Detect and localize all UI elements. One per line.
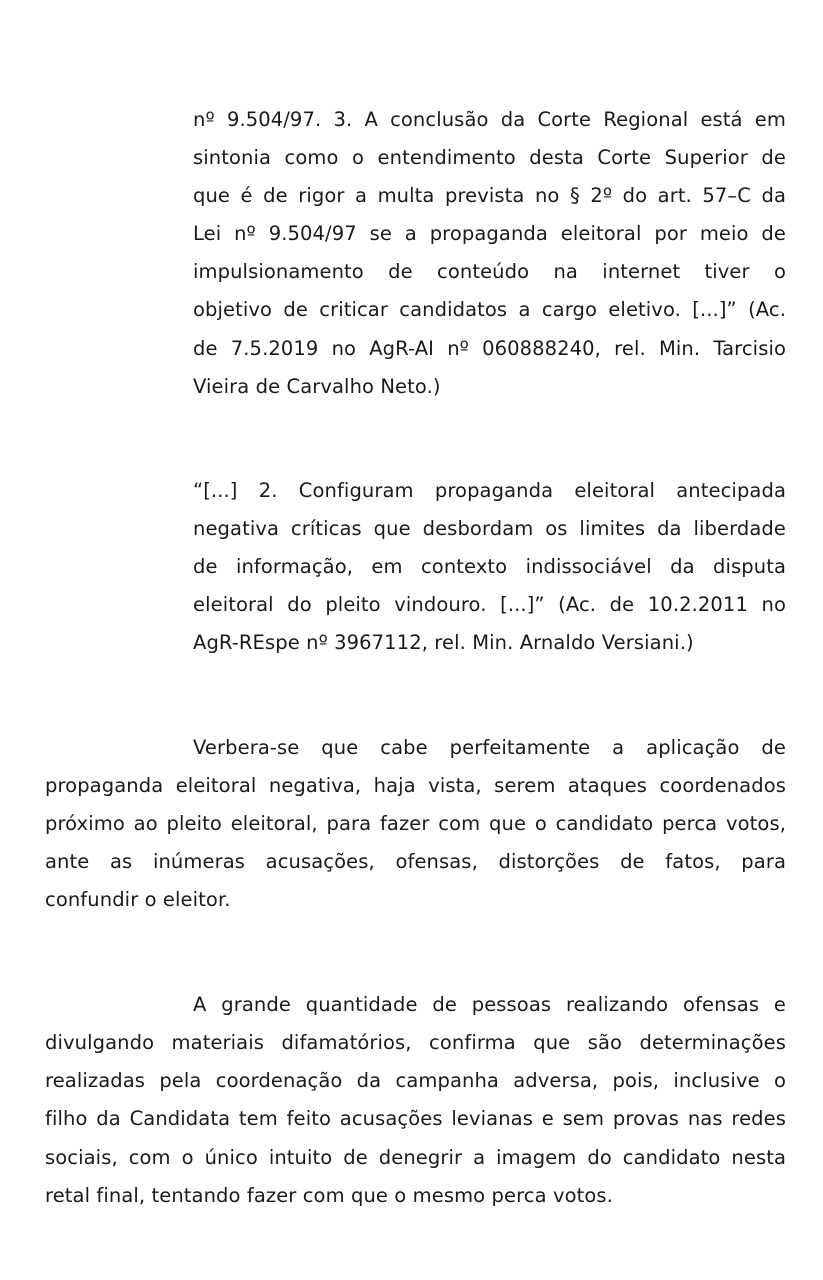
quote2-line-1: “[...] 2. Configuram propaganda eleitoral antecipada	[193, 479, 786, 502]
paragraph2-line-3: realizadas pela coordenação da campanha adversa, pois, inclusive o	[45, 1069, 786, 1092]
paragraph2-line-2: divulgando materiais difamatórios, confirma que são determinações	[45, 1031, 786, 1054]
paragraph2-line-5: sociais, com o único intuito de denegrir a imagem do candidato nesta	[45, 1146, 786, 1169]
quote2-line-5: AgR-REspe nº 3967112, rel. Min. Arnaldo Versiani.)	[193, 631, 694, 654]
quote2-line-2: negativa críticas que desbordam os limites da liberdade	[193, 517, 786, 540]
quote2-line-4: eleitoral do pleito vindouro. [...]” (Ac. de 10.2.2011 no	[193, 593, 786, 616]
paragraph2-line-6: retal final, tentando fazer com que o mesmo perca votos.	[45, 1184, 613, 1207]
quote1-line-7: de 7.5.2019 no AgR-AI nº 060888240, rel. Min. Tarcisio	[193, 337, 786, 360]
quote1-line-3: que é de rigor a multa prevista no § 2º do art. 57–C da	[193, 184, 786, 207]
paragraph1-line-1: Verbera-se que cabe perfeitamente a aplicação de	[193, 736, 786, 759]
quote1-line-2: sintonia como o entendimento desta Corte Superior de	[193, 146, 786, 169]
quote1-line-1: nº 9.504/97. 3. A conclusão da Corte Regional está em	[193, 108, 786, 131]
quote1-line-4: Lei nº 9.504/97 se a propaganda eleitoral por meio de	[193, 222, 786, 245]
quote1-line-8: Vieira de Carvalho Neto.)	[193, 375, 441, 398]
paragraph2-line-1: A grande quantidade de pessoas realizando ofensas e	[193, 993, 786, 1016]
quote2-line-3: de informação, em contexto indissociável da disputa	[193, 555, 786, 578]
paragraph1-line-3: próximo ao pleito eleitoral, para fazer com que o candidato perca votos,	[45, 812, 786, 835]
paragraph1-line-4: ante as inúmeras acusações, ofensas, distorções de fatos, para	[45, 850, 786, 873]
quote1-line-6: objetivo de criticar candidatos a cargo eletivo. [...]” (Ac.	[193, 298, 786, 321]
quote1-line-5: impulsionamento de conteúdo na internet tiver o	[193, 260, 786, 283]
paragraph1-line-5: confundir o eleitor.	[45, 888, 231, 911]
paragraph2-line-4: filho da Candidata tem feito acusações levianas e sem provas nas redes	[45, 1107, 786, 1130]
paragraph1-line-2: propaganda eleitoral negativa, haja vista, serem ataques coordenados	[45, 774, 786, 797]
